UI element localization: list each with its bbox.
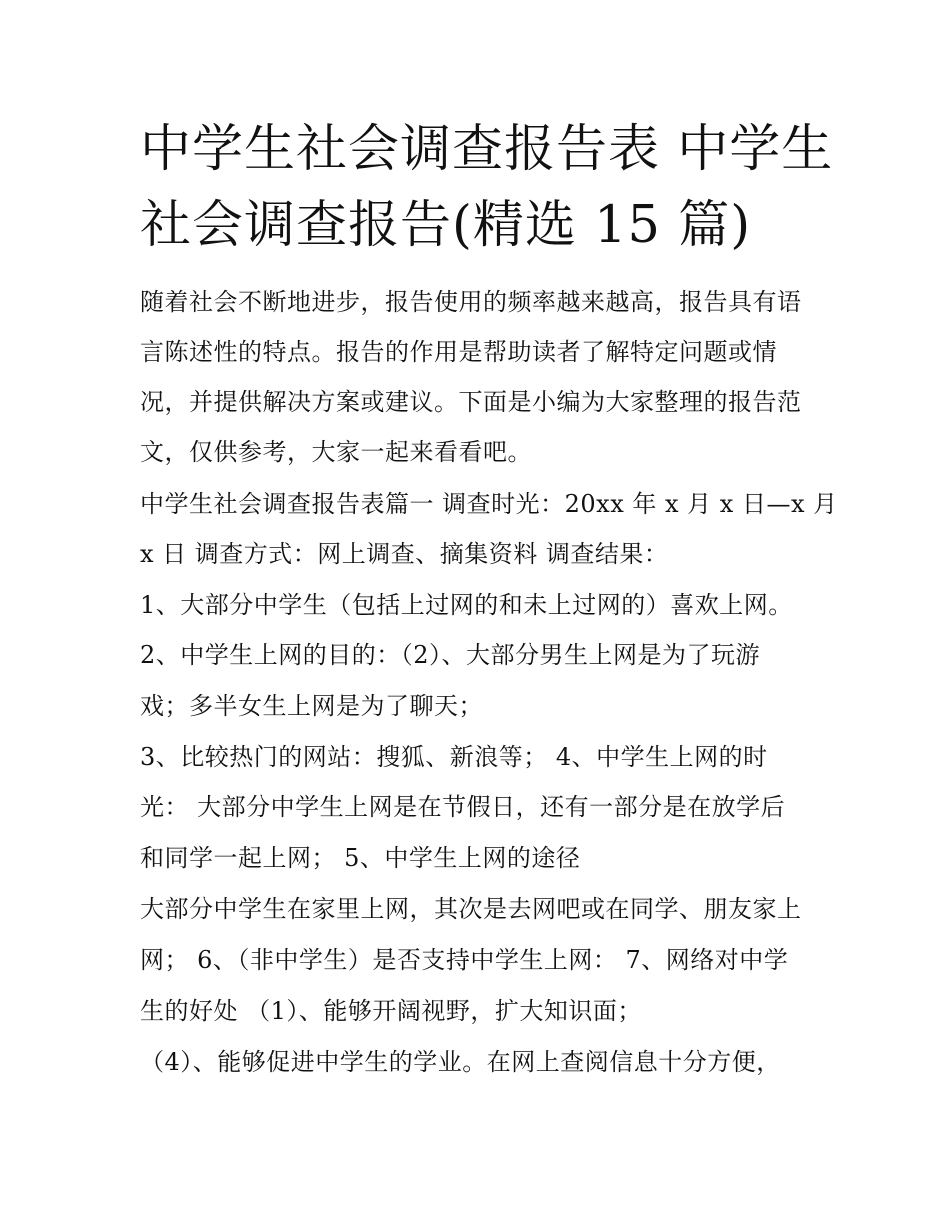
document-title — [140, 112, 834, 264]
body-line-8: 2、中学生上网的目的：（2）、大部分男生上网是为了玩游 — [140, 641, 761, 669]
body-line-11: 光： 大部分中学生上网是在节假日，还有一部分是在放学后 — [140, 793, 786, 821]
body-line-12: 和同学一起上网； 5、中学生上网的途径 — [140, 844, 581, 872]
body-line-16: （4）、能够促进中学生的学业。在网上查阅信息十分方便， — [140, 1048, 781, 1076]
body-line-4: 文，仅供参考，大家一起来看看吧。 — [140, 438, 532, 466]
body-line-2: 言陈述性的特点。报告的作用是帮助读者了解特定问题或情 — [140, 338, 777, 366]
body-line-3: 况，并提供解决方案或建议。下面是小编为大家整理的报告范 — [140, 388, 802, 416]
body-line-1: 随着社会不断地进步，报告使用的频率越来越高，报告具有语 — [140, 288, 802, 316]
body-line-10: 3、比较热门的网站：搜狐、新浪等； 4、中学生上网的时 — [140, 743, 768, 771]
body-line-9: 戏；多半女生上网是为了聊天； — [140, 692, 483, 720]
body-line-14: 网； 6、（非中学生）是否支持中学生上网： 7、网络对中学 — [140, 946, 789, 974]
body-line-7: 1、大部分中学生（包括上过网的和未上过网的）喜欢上网。 — [140, 591, 793, 619]
body-line-13: 大部分中学生在家里上网，其次是去网吧或在同学、朋友家上 — [140, 895, 802, 923]
body-line-6: x 日 调查方式：网上调查、摘集资料 调查结果： — [140, 540, 669, 568]
title-line-2: 社会调查报告(精选 15 篇) — [140, 196, 752, 255]
title-line-1: 中学生社会调查报告表 中学生 — [140, 120, 834, 179]
body-line-5: 中学生社会调查报告表篇一 调查时光：20xx 年 x 月 x 日—x 月 — [140, 490, 838, 518]
body-line-15: 生的好处 （1）、能够开阔视野，扩大知识面； — [140, 997, 642, 1025]
